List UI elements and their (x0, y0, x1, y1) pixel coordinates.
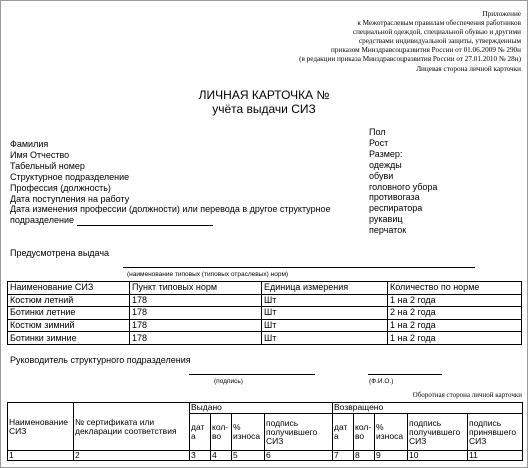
table-cell: 178 (130, 307, 262, 320)
table-cell: 1 на 2 года (388, 332, 522, 345)
card-subtitle: учёта выдачи СИЗ (212, 102, 316, 116)
header-cell: дата (333, 414, 354, 451)
field-mittens: рукавиц (369, 214, 403, 225)
table-cell: 178 (130, 319, 262, 332)
issue-norms-table (7, 281, 522, 345)
column-number: 4 (211, 451, 232, 461)
appendix-line: Лицевая сторона личной карточки (416, 64, 521, 73)
header-cell: Пункт типовых норм (130, 282, 262, 295)
table-header-row (8, 403, 523, 414)
field-shoes: обуви (369, 170, 394, 181)
table-header-row (8, 282, 522, 295)
head-label: Руководитель структурного подразделения (10, 355, 191, 365)
header-cell: Наименование СИЗ (8, 403, 74, 451)
table-row (8, 307, 522, 320)
table-cell: 178 (130, 332, 262, 345)
column-number: 9 (375, 451, 408, 461)
field-gasmask: противогаза (369, 192, 420, 203)
header-cell: кол-во (354, 414, 375, 451)
table-number-row (8, 451, 523, 461)
table-row (8, 319, 522, 332)
appendix-line: приказом Минздравсоцразвития России от 01.06.2009 № 290н (331, 46, 521, 55)
provided-fill-line (123, 267, 475, 268)
table-cell: Шт (262, 332, 388, 345)
column-number: 5 (232, 451, 265, 461)
column-number: 3 (190, 451, 211, 461)
field-gloves: перчаток (369, 225, 407, 236)
column-number: 8 (354, 451, 375, 461)
appendix-line: средствами индивидуальной защиты, утвержденным (358, 37, 521, 46)
name-line (368, 374, 442, 375)
column-number: 7 (333, 451, 354, 461)
column-number: 1 (8, 451, 74, 461)
field-height: Рост (369, 137, 389, 148)
column-number: 11 (468, 451, 523, 461)
field-subdivision-label: подразделение (10, 215, 74, 226)
table-cell: 1 на 2 года (388, 294, 522, 307)
name-hint: (Ф.И.О.) (369, 378, 394, 385)
header-cell: % износа (375, 414, 408, 451)
table-cell: Ботинки летние (8, 307, 130, 320)
table-cell: 2 на 2 года (388, 307, 522, 320)
field-personnel-number: Табельный номер (10, 160, 85, 171)
field-headwear: головного убора (369, 181, 438, 192)
header-cell: подпись принявшего СИЗ (468, 414, 523, 451)
header-cell: Наименование СИЗ (8, 282, 130, 295)
table-cell: Шт (262, 319, 388, 332)
field-gender: Пол (369, 127, 386, 137)
field-department: Структурное подразделение (10, 171, 130, 182)
signature-line (189, 374, 315, 375)
provided-label: Предусмотрена выдача (10, 248, 110, 258)
field-name: Имя Отчество (10, 149, 70, 160)
reverse-side-label: Оборотная сторона личной карточки (412, 391, 522, 399)
size-fields (369, 127, 437, 236)
table-row (8, 294, 522, 307)
table-cell: Шт (262, 294, 388, 307)
table-cell: 1 на 2 года (388, 319, 522, 332)
card-title: ЛИЧНАЯ КАРТОЧКА № (198, 88, 330, 102)
appendix-line: (в редакции приказа Минздравсоцразвития России от 27.01.2010 № 28н) (299, 55, 521, 64)
field-change-date: Дата изменения профессии (должности) или перевода в другое структурное (10, 204, 331, 215)
header-cell: % износа (232, 414, 265, 451)
column-number: 10 (408, 451, 468, 461)
table-cell: 178 (130, 294, 262, 307)
field-hire-date: Дата поступления на работу (10, 193, 130, 204)
provided-hint: (наименование типовых (типовых отраслевых) норм) (127, 271, 289, 278)
field-respirator: респиратора (369, 203, 423, 214)
table-cell: Ботинки зимние (8, 332, 130, 345)
header-cell: № сертификата или декларации соответствия (74, 403, 190, 451)
table-cell: Костюм летний (8, 294, 130, 307)
appendix-line: специальной одеждой, специальной обувью и другими (352, 28, 521, 37)
header-cell: дата (190, 414, 211, 451)
appendix-header (271, 10, 521, 74)
header-cell: кол-во (211, 414, 232, 451)
field-profession: Профессия (должность) (10, 182, 111, 193)
header-returned: Возвращено (333, 403, 523, 414)
signature-hint: (подпись) (214, 378, 243, 385)
issue-return-table (7, 402, 523, 461)
field-size: Размер: (369, 148, 403, 159)
appendix-line: к Межотраслевым правилам обеспечения работников (357, 19, 521, 28)
header-issued: Выдано (190, 403, 333, 414)
table-cell: Костюм зимний (8, 319, 130, 332)
header-cell: подпись получившего СИЗ (408, 414, 468, 451)
table-cell: Шт (262, 307, 388, 320)
field-surname: Фамилия (10, 139, 49, 149)
appendix-line: Приложение (482, 10, 521, 18)
header-cell: подпись получившего СИЗ (265, 414, 333, 451)
column-number: 2 (74, 451, 190, 461)
header-cell: Единица измерения (262, 282, 388, 295)
fill-line (77, 217, 213, 226)
column-number: 6 (265, 451, 333, 461)
table-row (8, 332, 522, 345)
field-clothes: одежды (369, 159, 402, 170)
header-cell: Количество по норме (388, 282, 522, 295)
field-subdivision (10, 215, 331, 226)
employee-fields (10, 139, 331, 226)
